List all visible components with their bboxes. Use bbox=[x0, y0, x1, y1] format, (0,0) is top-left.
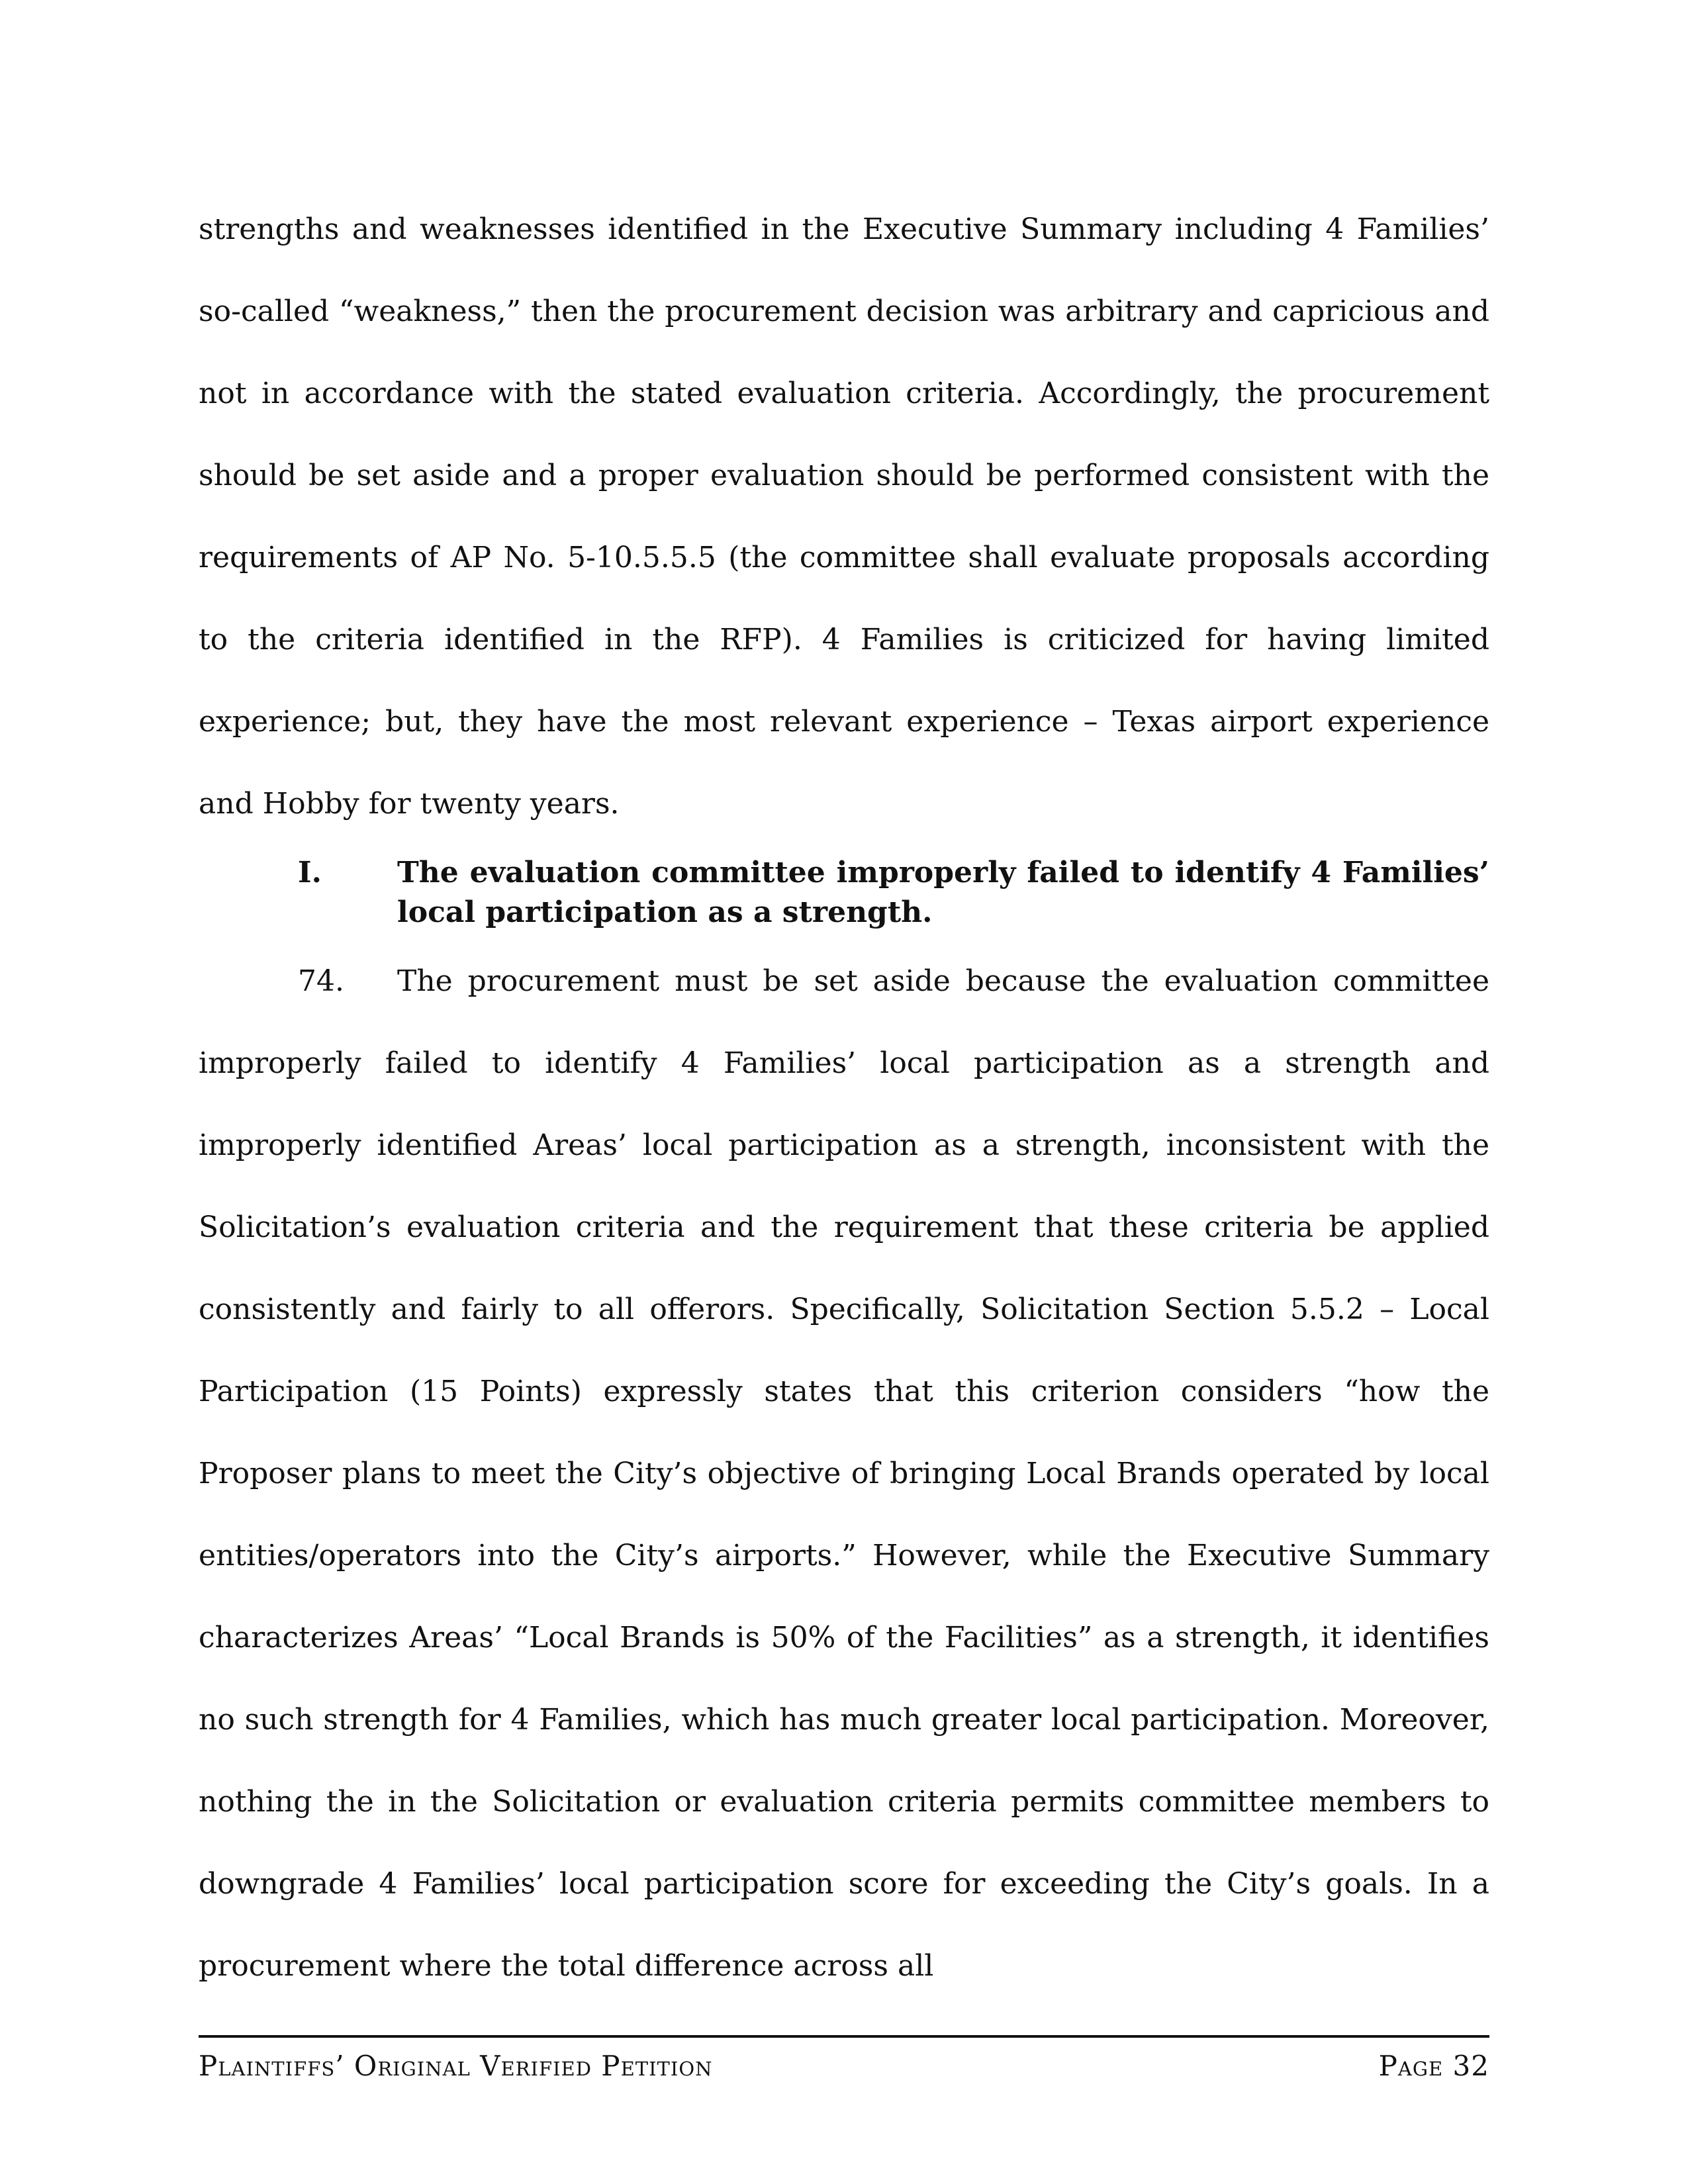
paragraph-74 bbox=[199, 940, 1489, 2007]
footer-document-title: Plaintiffs’ Original Verified Petition bbox=[199, 2050, 713, 2082]
page-footer bbox=[199, 2046, 1489, 2086]
document-body bbox=[199, 189, 1489, 2007]
paragraph-continued: strengths and weaknesses identified in the Executive Summary including 4 Families’ so-called “weakness,” then the procurement decision was arbitrary and capricious and not in accordance with the stated evaluation criteria. Accordingly, the procurement should be set aside and a proper evaluation should be performed consistent with the requirements of AP No. 5-10.5.5.5 (the committee shall evaluate proposals according to the criteria identified in the RFP). 4 Families is criticized for having limited experience; but, they have the most relevant experience – Texas airport experience and Hobby for twenty years. bbox=[199, 212, 1489, 821]
footer-divider bbox=[199, 2035, 1489, 2038]
section-heading bbox=[199, 845, 1489, 940]
section-heading-text: The evaluation committee improperly failed to identify 4 Families’ local participation as a strength. bbox=[397, 856, 1489, 929]
section-heading-number: I. bbox=[298, 856, 322, 889]
footer-page-number: Page 32 bbox=[1378, 2050, 1489, 2082]
paragraph-74-text: The procurement must be set aside because the evaluation committee improperly failed to identify 4 Families’ local participation as a strength and improperly identified Areas’ local participation as a strength, inconsistent with the Solicitation’s evaluation criteria and the requirement that these criteria be applied consistently and fairly to all offerors. Specifically, Solicitation Section 5.5.2 – Local Participation (15 Points) expressly states that this criterion considers “how the Proposer plans to meet the City’s objective of bringing Local Brands operated by local entities/operators into the City’s airports.” However, while the Executive Summary characterizes Areas’ “Local Brands is 50% of the Facilities” as a strength, it identifies no such strength for 4 Families, which has much greater local participation. Moreover, nothing the in the Solicitation or evaluation criteria permits committee members to downgrade 4 Families’ local participation score for exceeding the City’s goals. In a procurement where the total difference across all bbox=[199, 964, 1489, 1983]
paragraph-number: 74. bbox=[298, 964, 344, 998]
